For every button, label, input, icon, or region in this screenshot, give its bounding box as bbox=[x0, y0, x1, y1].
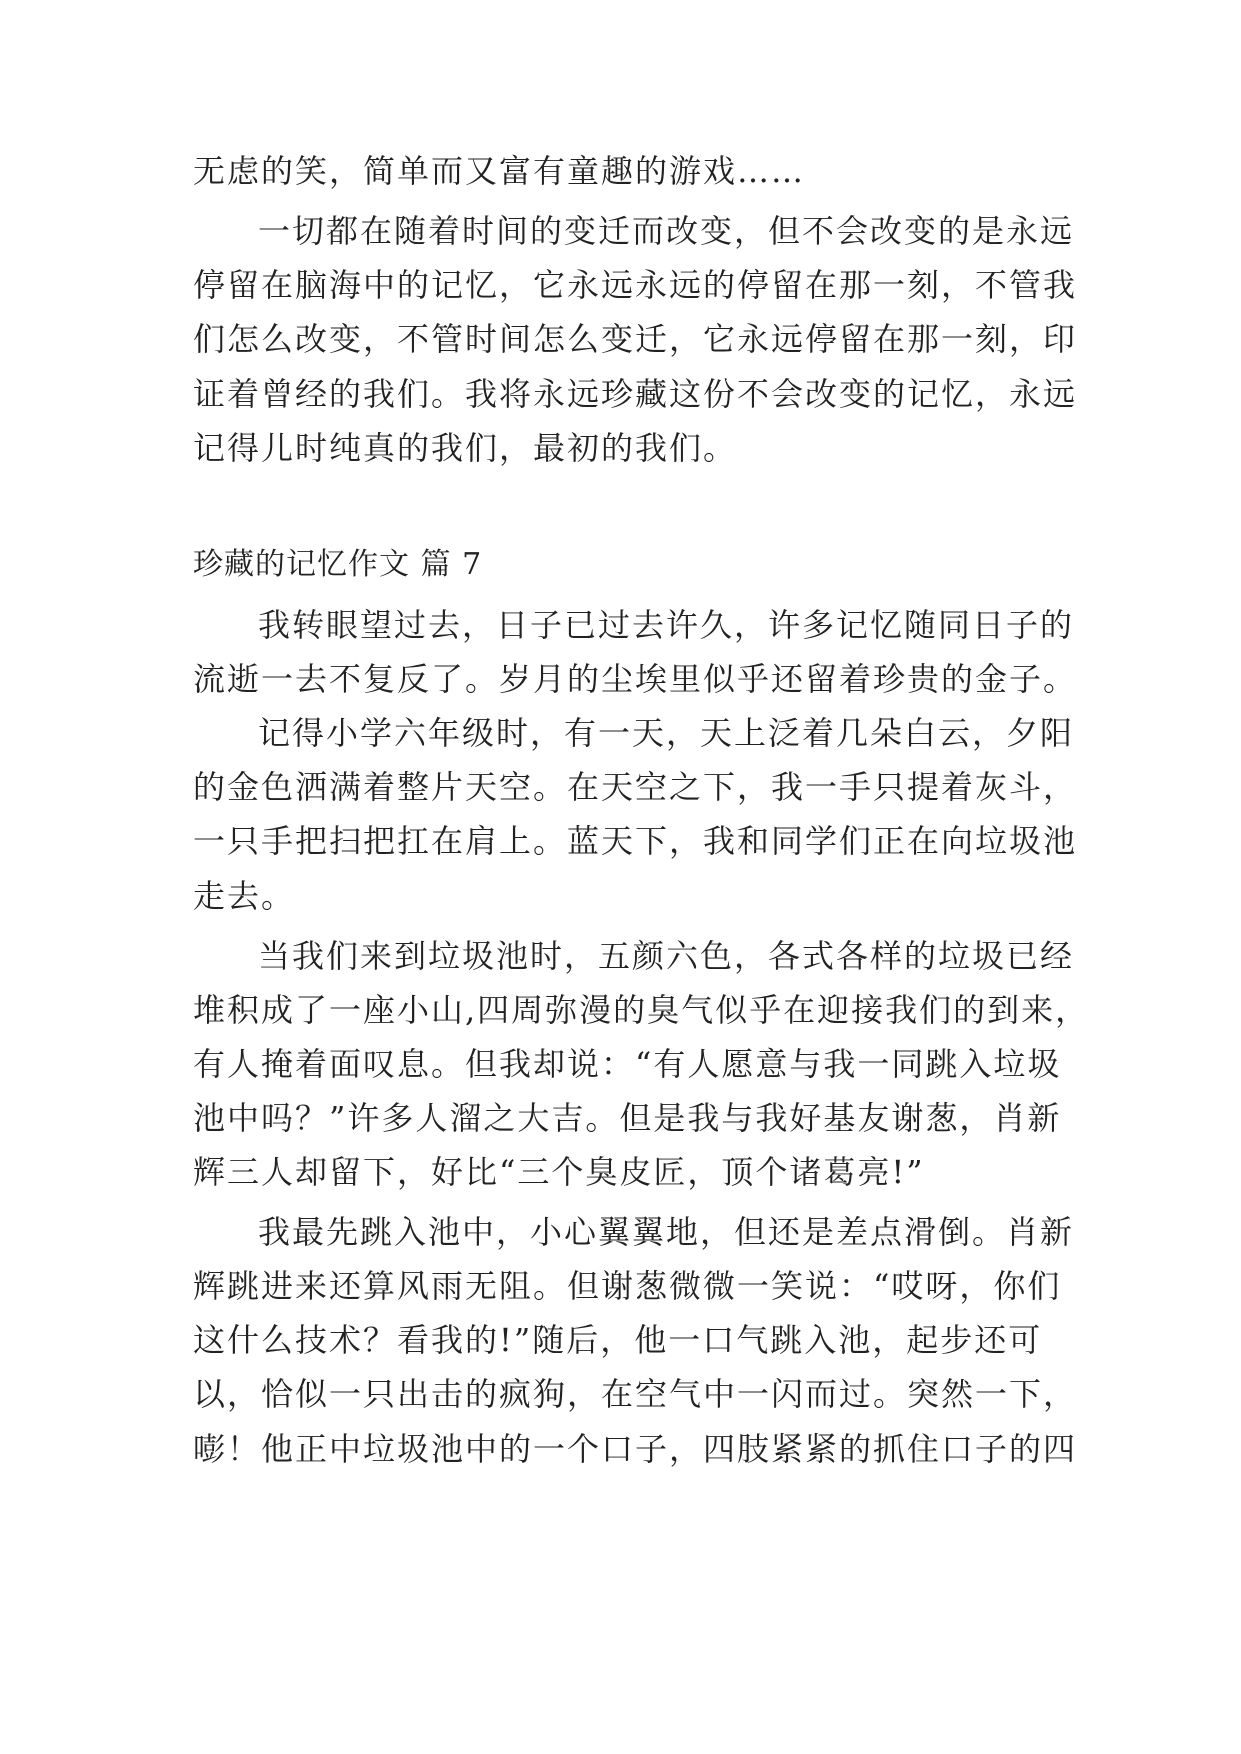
paragraph-start-line: 一切都在随着时间的变迁而改变，但不会改变的是永远 bbox=[258, 212, 1075, 250]
text-line: 嘭！他正中垃圾池中的一个口子，四肢紧紧的抓住口子的四 bbox=[193, 1430, 1078, 1468]
paragraph-start-line: 我转眼望过去，日子已过去许久，许多记忆随同日子的 bbox=[258, 606, 1075, 644]
text-line: 停留在脑海中的记忆，它永远永远的停留在那一刻，不管我 bbox=[193, 266, 1078, 304]
text-line: 证着曾经的我们。我将永远珍藏这份不会改变的记忆，永远 bbox=[193, 375, 1078, 413]
text-line: 有人掩着面叹息。但我却说：“有人愿意与我一同跳入垃圾 bbox=[193, 1045, 1062, 1083]
text-line: 无虑的笑，简单而又富有童趣的游戏…… bbox=[193, 152, 806, 190]
text-line: 池中吗？”许多人溜之大吉。但是我与我好基友谢葱，肖新 bbox=[193, 1099, 1062, 1137]
text-line: 辉跳进来还算风雨无阻。但谢葱微微一笑说：“哎呀，你们 bbox=[193, 1267, 1062, 1305]
text-line: 堆积成了一座小山,四周弥漫的臭气似乎在迎接我们的到来， bbox=[193, 991, 1090, 1029]
text-line: 记得儿时纯真的我们，最初的我们。 bbox=[193, 429, 738, 467]
text-line: 一只手把扫把扛在肩上。蓝天下，我和同学们正在向垃圾池 bbox=[193, 822, 1078, 860]
paragraph-start-line: 当我们来到垃圾池时，五颜六色，各式各样的垃圾已经 bbox=[258, 937, 1075, 975]
section-heading: 珍藏的记忆作文 篇 7 bbox=[193, 547, 483, 582]
text-line: 走去。 bbox=[193, 877, 296, 915]
text-line: 们怎么改变，不管时间怎么变迁，它永远停留在那一刻，印 bbox=[193, 320, 1078, 358]
paragraph-start-line: 记得小学六年级时，有一天，天上泛着几朵白云，夕阳 bbox=[258, 714, 1075, 752]
text-line: 辉三人却留下，好比“三个臭皮匠，顶个诸葛亮!” bbox=[193, 1153, 925, 1191]
text-line: 流逝一去不复反了。岁月的尘埃里似乎还留着珍贵的金子。 bbox=[193, 660, 1078, 698]
text-line: 这什么技术？看我的!”随后，他一口气跳入池，起步还可 bbox=[193, 1321, 1043, 1359]
paragraph-start-line: 我最先跳入池中，小心翼翼地，但还是差点滑倒。肖新 bbox=[258, 1213, 1075, 1251]
text-line: 的金色洒满着整片天空。在天空之下，我一手只提着灰斗， bbox=[193, 768, 1078, 806]
text-line: 以，恰似一只出击的疯狗，在空气中一闪而过。突然一下， bbox=[193, 1375, 1078, 1413]
